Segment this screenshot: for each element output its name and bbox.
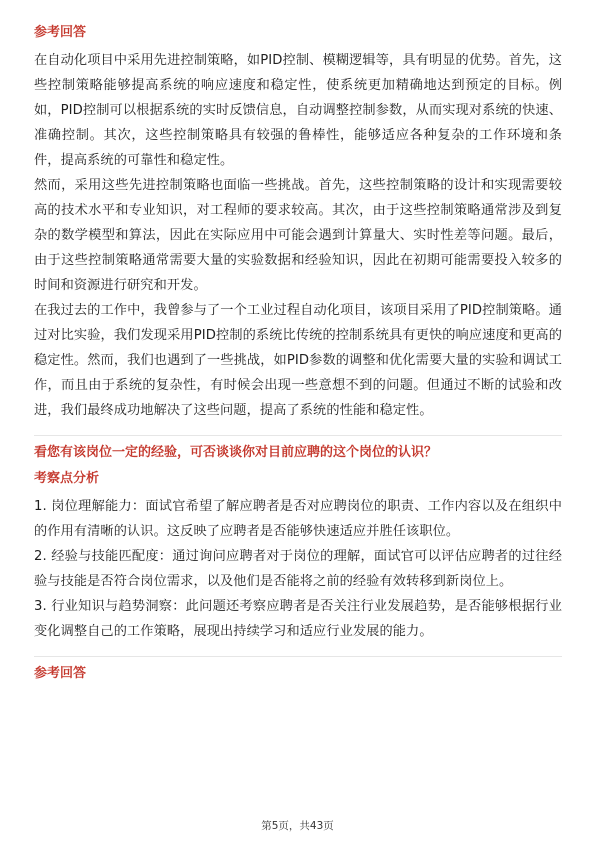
section-heading-reference-answer: 参考回答	[34, 25, 87, 40]
reference-answer-heading: 参考回答	[34, 666, 87, 681]
answer-paragraph-3: 在我过去的工作中，我曾参与了一个工业过程自动化项目，该项目采用了PID控制策略。通过对比实验，我们发现采用PID控制的系统比传统的控制系统具有更快的响应速度和更高的稳定性。然而，我们也遇到了一些挑战，如PID参数的调整和优化需要大量的实验和调试工作，而且由于系统的复杂性，有时候会出现一些意想不到的问题。但通过不断的试验和改进，我们最终成功地解决了这些问题，提高了系统的性能和稳定性。	[34, 303, 562, 418]
answer-paragraph-1: 在自动化项目中采用先进控制策略，如PID控制、模糊逻辑等，具有明显的优势。首先，这些控制策略能够提高系统的响应速度和稳定性，使系统更加精确地达到预定的目标。例如，PID控制可以根据系统的实时反馈信息，自动调整控制参数，从而实现对系统的快速、准确控制。其次，这些控制策略具有较强的鲁棒性，能够适应各种复杂的工作环境和条件，提高系统的可靠性和稳定性。	[34, 53, 562, 168]
document-page	[34, 22, 562, 685]
analysis-point-2: 2. 经验与技能匹配度：通过询问应聘者对于岗位的理解，面试官可以评估应聘者的过往经验与技能是否符合岗位需求，以及他们是否能将之前的经验有效转移到新岗位上。	[34, 549, 562, 589]
section-divider-2	[34, 656, 562, 657]
page-number: 第5页，共43页	[261, 820, 334, 832]
analysis-point-3: 3. 行业知识与趋势洞察：此问题还考察应聘者是否关注行业发展趋势，是否能够根据行业变化调整自己的工作策略，展现出持续学习和适应行业发展的能力。	[34, 599, 562, 639]
analysis-heading: 考察点分析	[34, 471, 100, 486]
analysis-point-1: 1. 岗位理解能力：面试官希望了解应聘者是否对应聘岗位的职责、工作内容以及在组织中的作用有清晰的认识。这反映了应聘者是否能够快速适应并胜任该职位。	[34, 499, 562, 539]
section-divider	[34, 435, 562, 436]
answer-paragraph-2: 然而，采用这些先进控制策略也面临一些挑战。首先，这些控制策略的设计和实现需要较高的技术水平和专业知识，对工程师的要求较高。其次，由于这些控制策略通常涉及到复杂的数学模型和算法，因此在实际应用中可能会遇到计算量大、实时性差等问题。最后，由于这些控制策略通常需要大量的实验数据和经验知识，因此在初期可能需要投入较多的时间和资源进行研究和开发。	[34, 178, 562, 293]
question-title: 看您有该岗位一定的经验，可否谈谈你对目前应聘的这个岗位的认识？	[34, 445, 438, 460]
